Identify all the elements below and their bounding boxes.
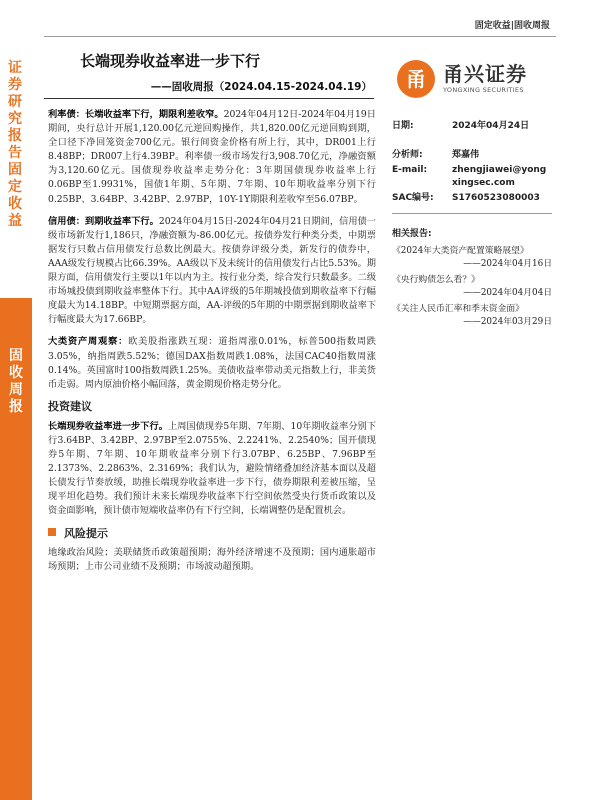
header-rule [44, 36, 556, 37]
paragraph-assets [48, 335, 376, 391]
text-rates: 2024年04月12日-2024年04月19日期间，央行总计开展1,120.00亿元逆回购操作，共1,820.00亿元逆回购到期，全口径下净回笼资金700亿元。银行间资金价格有所上行，其中，DR001上行8.48BP；DR007上行4.39BP。利率债一级市场发行3,908.70亿元，净融资额为3,120.60亿元。国债现券收益率走势分化：3年期国债现券收益率上行0.06BP至1.9931%，国债1年期、5年期、7年期、10年期收益率分别下行0.25BP、3.64BP、3.42BP、2.97BP，10Y-1Y期限利差收窄至56.07BP。 [48, 109, 376, 205]
logo-english: YONGXING SECURITIES [443, 86, 524, 94]
logo-mark-icon: 甬 [397, 60, 435, 98]
sidebar-category [0, 298, 32, 800]
date-row [392, 120, 552, 133]
related-date: ——2024年03月29日 [463, 317, 552, 327]
title-rule [44, 98, 374, 99]
invest-heading: 投资建议 [48, 399, 92, 413]
sac-label: SAC编号: [392, 193, 434, 203]
logo-name: 甬兴证券 [443, 62, 527, 86]
lead-credit: 信用债：到期收益率下行。 [48, 215, 159, 227]
analyst-row [392, 149, 552, 162]
paragraph-credit [48, 215, 376, 328]
related-heading: 相关报告: [392, 229, 432, 239]
paragraph-invest [48, 420, 376, 519]
text-credit: 2024年04月15日-2024年04月21日期间，信用债一级市场新发行1,186只，净融资额为-86.00亿元。按债券发行种类分类，中期票据发行只数占信用债发行总数比例最大。按债券评级分类，新发行的债券中，AAA级发行规模占比66.39%。AA级以下及未统计的信用债发行占比5.53%。期限方面，信用债发行主要以1年以内为主。按行业分类，综合发行只数最多。二级市场城投债到期收益率整体下行。其中AA评级的5年期城投债到期收益率下行幅度最大为14.18BP。中短期票据方面，AA-评级的5年期的中期票据到期收益率下行幅度最大为17.66BP。 [48, 215, 376, 326]
text-assets: 欧美股指涨跌互现：道指周涨0.01%，标普500指数周跌3.05%，纳指周跌5.52%；德国DAX指数周跌1.08%，法国CAC40指数周涨0.14%。英国富时100指数周跌1.25%。美债收益率带动美元指数上行，非美货币走弱。周内原油价格小幅回落，黄金期现价格走势分化。 [48, 336, 376, 390]
date-value: 2024年04月24日 [452, 121, 530, 131]
company-logo [397, 56, 557, 102]
sidebar-top-label: 证券研究报告固定收益 [8, 60, 22, 229]
email-value[interactable]: zhengjiawei@yongxingsec.com [452, 165, 547, 188]
analyst-value: 郑嘉伟 [452, 150, 480, 160]
square-bullet-icon [48, 528, 56, 536]
header-tag: 固定收益|固收周报 [474, 21, 550, 31]
sidebar-report-type [0, 0, 32, 282]
paragraph-rates [48, 108, 376, 207]
related-title[interactable]: 《央行购债怎么看？》 [392, 275, 480, 285]
lead-invest: 长端现券收益率进一步下行。 [48, 420, 168, 432]
risk-heading-label: 风险提示 [64, 526, 108, 540]
risk-heading [48, 527, 376, 541]
related-date: ——2024年04月16日 [463, 259, 552, 269]
date-label: 日期: [392, 121, 414, 131]
sac-row [392, 192, 552, 205]
related-title[interactable]: 《2024年大类资产配置策略展望》 [392, 246, 529, 256]
analyst-label: 分析师: [392, 150, 423, 160]
email-label: E-mail: [392, 165, 428, 175]
sidebar-mid-label: 固收周报 [9, 348, 23, 415]
lead-rates: 利率债：长端收益率下行，期限利差收窄。 [48, 109, 224, 120]
info-rule [392, 213, 552, 214]
related-title[interactable]: 《关注人民币汇率和季末资金面》 [392, 304, 524, 314]
main-content [48, 108, 376, 582]
lead-assets: 大类资产周观察： [48, 336, 129, 348]
paragraph-risk: 地缘政治风险；美联储货币政策超预期；海外经济增速不及预期；国内通胀超市场预期；上市公司业绩不及预期；市场波动超预期。 [48, 546, 376, 572]
sac-value: S1760523080003 [452, 193, 540, 203]
report-subtitle: ——固收周报（2024.04.15-2024.04.19） [150, 81, 372, 93]
report-title: 长端现券收益率进一步下行 [80, 52, 261, 70]
text-invest: 上周国债现券5年期、7年期、10年期收益率分别下行3.64BP、3.42BP、2.97BP至2.0755%、2.2241%、2.2540%；国开债现券5年期、7年期、10年期收益率分别下行3.07BP、6.25BP、7.96BP至2.1373%、2.2863%、2.3169%；我们认为，避险情绪叠加经济基本面以及超长债发行节奏放缓，助推长端现券收益率进一步下行，债券期限利差被压缩，呈现平坦化趋势。我们预计未来长端现券收益率下行空间依然受央行货币政策以及资金面影响，预计债市短端收益率仍有下行空间，长端调整仍是配置机会。 [48, 420, 376, 517]
email-row [392, 164, 552, 190]
info-panel [392, 120, 552, 332]
related-date: ——2024年04月04日 [463, 288, 552, 298]
